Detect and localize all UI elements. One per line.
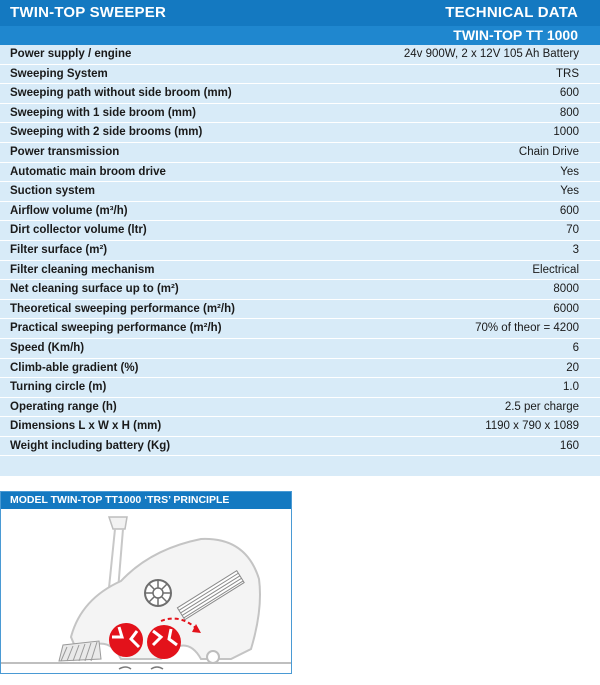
rear-wheel-icon [207, 651, 219, 663]
sweeper-illustration [1, 509, 291, 673]
spec-value: 160 [559, 439, 579, 452]
spec-row [0, 280, 600, 300]
spec-value: 3 [572, 243, 579, 256]
handle-outline [109, 517, 127, 529]
spec-value: 2.5 per charge [504, 400, 579, 413]
spec-label: Theoretical sweeping performance (m²/h) [10, 302, 235, 315]
spec-label: Sweeping path without side broom (mm) [10, 87, 232, 100]
spec-row [0, 417, 600, 437]
spec-row [0, 84, 600, 104]
spec-label: Suction system [10, 185, 95, 198]
spec-value: 600 [559, 87, 579, 100]
model-name-row [0, 26, 600, 45]
spec-row [0, 261, 600, 281]
spec-value: 600 [559, 204, 579, 217]
principle-title: MODEL TWIN-TOP TT1000 ‘TRS’ PRINCIPLE [10, 494, 230, 506]
spec-row [0, 65, 600, 85]
spec-label: Dimensions L x W x H (mm) [10, 420, 162, 433]
spec-value: 20 [566, 361, 579, 374]
spec-label: Filter surface (m²) [10, 243, 108, 256]
spec-label: Power transmission [10, 145, 120, 158]
spec-label: Practical sweeping performance (m²/h) [10, 322, 222, 335]
spec-label: Automatic main broom drive [10, 165, 166, 178]
spec-row [0, 378, 600, 398]
spec-value: Chain Drive [518, 145, 579, 158]
spec-label: Turning circle (m) [10, 381, 107, 394]
spec-value: 70 [566, 224, 579, 237]
spec-row [0, 163, 600, 183]
principle-box [0, 491, 292, 674]
spec-label: Climb-able gradient (%) [10, 361, 139, 374]
principle-title-bar [1, 492, 291, 509]
spec-row [0, 45, 600, 65]
spec-label: Speed (Km/h) [10, 341, 85, 354]
spec-value: 70% of theor = 4200 [475, 322, 579, 335]
spec-row [0, 241, 600, 261]
spec-row [0, 359, 600, 379]
spec-table [0, 45, 600, 476]
spec-row [0, 143, 600, 163]
spec-row [0, 398, 600, 418]
spec-value: 6000 [553, 302, 579, 315]
spec-label: Sweeping with 2 side brooms (mm) [10, 126, 203, 139]
spec-row [0, 437, 600, 457]
spec-value: 24v 900W, 2 x 12V 105 Ah Battery [403, 48, 579, 60]
spec-row [0, 123, 600, 143]
spec-value: 1000 [553, 126, 579, 139]
spec-value: Electrical [532, 263, 579, 276]
spec-label: Sweeping System [10, 67, 108, 80]
spec-label: Sweeping with 1 side broom (mm) [10, 106, 196, 119]
spec-value: Yes [560, 185, 579, 198]
spec-label: Operating range (h) [10, 400, 117, 413]
spec-row [0, 339, 600, 359]
model-name: TWIN-TOP TT 1000 [453, 27, 578, 43]
spec-value: 1.0 [563, 381, 579, 394]
spec-value: 1190 x 790 x 1089 [485, 420, 579, 433]
spec-label: Net cleaning surface up to (m²) [10, 283, 179, 296]
main-broom-right-icon [147, 625, 181, 659]
spec-row [0, 202, 600, 222]
spec-value: 6 [572, 341, 579, 354]
main-broom-left-icon [109, 623, 143, 657]
spec-label: Airflow volume (m³/h) [10, 204, 128, 217]
spec-row [0, 221, 600, 241]
spec-label: Filter cleaning mechanism [10, 263, 155, 276]
spec-row [0, 319, 600, 339]
spec-value: 800 [559, 106, 579, 119]
spec-label: Weight including battery (Kg) [10, 439, 171, 452]
product-title: TWIN-TOP SWEEPER [10, 4, 166, 21]
spec-row [0, 300, 600, 320]
section-title: TECHNICAL DATA [445, 4, 578, 21]
spec-value: 8000 [553, 283, 579, 296]
rotation-arrows [119, 667, 163, 669]
spec-label: Dirt collector volume (ltr) [10, 224, 147, 237]
spec-row [0, 104, 600, 124]
side-broom-icon [59, 641, 101, 661]
suction-fan-icon [145, 580, 171, 606]
spec-label: Power supply / engine [10, 48, 132, 60]
spec-row [0, 182, 600, 202]
spec-value: Yes [560, 165, 579, 178]
spec-table-footer [0, 456, 600, 476]
page-header [0, 0, 600, 26]
spec-value: TRS [556, 67, 579, 80]
